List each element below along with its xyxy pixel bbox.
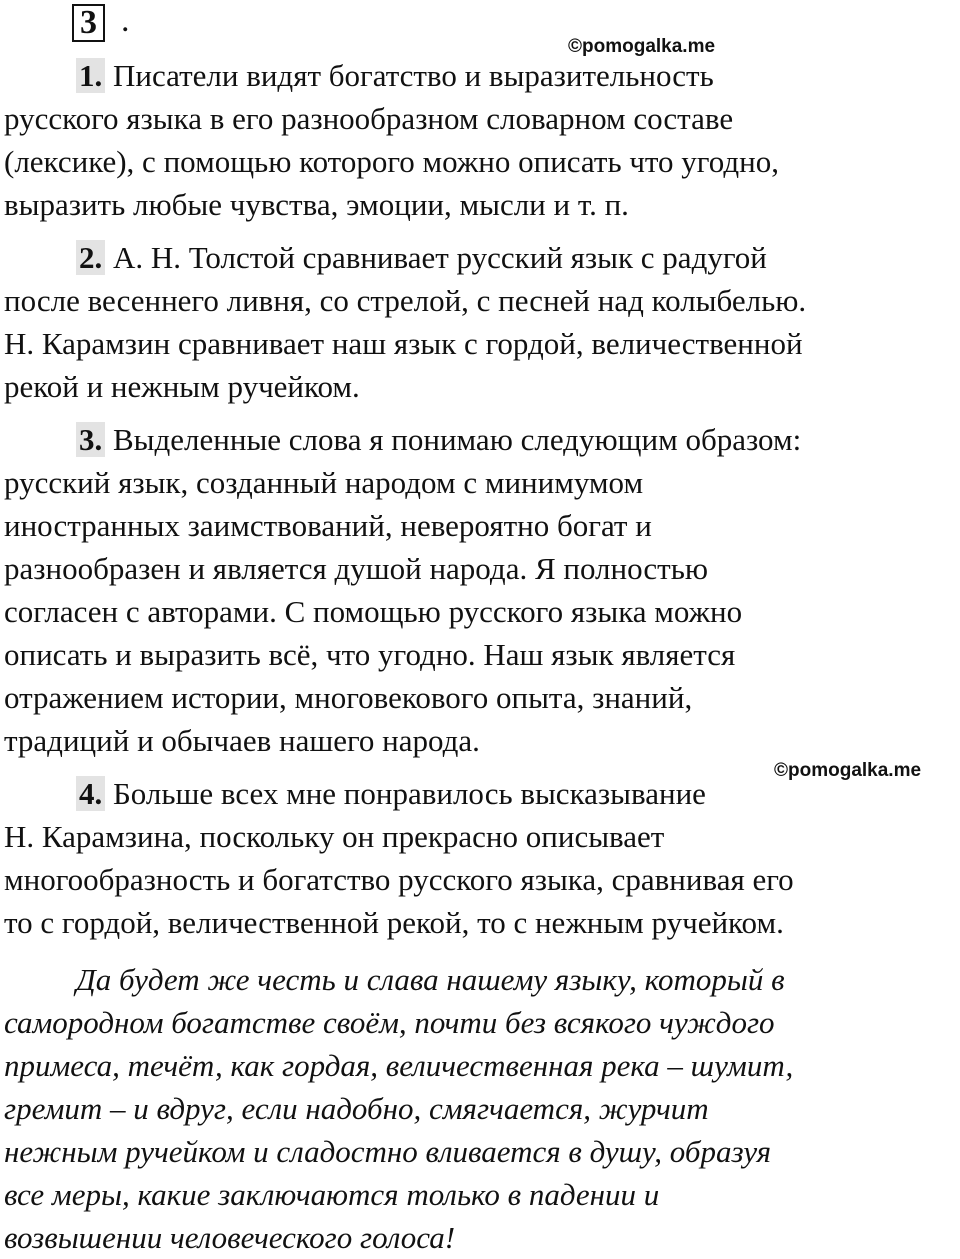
quote-line: примеса, течёт, как гордая, величественная река – шумит, xyxy=(4,1048,794,1083)
paragraph-line: Н. Карамзина, поскольку он прекрасно описывает xyxy=(4,819,665,854)
answer-paragraph-3 xyxy=(4,418,958,762)
paragraph-line: русского языка в его разнообразном словарном составе xyxy=(4,101,734,136)
quote-line: самородном богатстве своём, почти без всякого чуждого xyxy=(4,1005,775,1040)
karamzin-quote xyxy=(4,958,958,1259)
quote-line: возвышении человеческого голоса! xyxy=(4,1220,456,1255)
answer-paragraph-2 xyxy=(4,236,958,408)
paragraph-line: рекой и нежным ручейком. xyxy=(4,369,360,404)
paragraph-number: 1. xyxy=(76,58,105,93)
paragraph-number: 3. xyxy=(76,422,105,457)
paragraph-line: Выделенные слова я понимаю следующим образом: xyxy=(105,422,802,457)
paragraph-line: отражением истории, многовекового опыта, знаний, xyxy=(4,680,693,715)
answer-paragraph-1 xyxy=(4,54,958,226)
paragraph-line: Больше всех мне понравилось высказывание xyxy=(105,776,706,811)
task-number-dot: . xyxy=(121,2,130,39)
paragraph-line: А. Н. Толстой сравнивает русский язык с радугой xyxy=(105,240,767,275)
paragraph-number: 2. xyxy=(76,240,105,275)
paragraph-number: 4. xyxy=(76,776,105,811)
answer-content xyxy=(4,54,958,1259)
paragraph-line: традиций и обычаев нашего народа. xyxy=(4,723,480,758)
task-number-box: 3 xyxy=(72,4,105,42)
paragraph-line: иностранных заимствований, невероятно богат и xyxy=(4,508,652,543)
quote-line: Да будет же честь и слава нашему языку, который в xyxy=(76,962,785,997)
paragraph-line: выразить любые чувства, эмоции, мысли и т. п. xyxy=(4,187,629,222)
watermark-top: ©pomogalka.me xyxy=(568,36,716,57)
paragraph-line: Писатели видят богатство и выразительность xyxy=(105,58,714,93)
paragraph-line: после весеннего ливня, со стрелой, с песней над колыбелью. xyxy=(4,283,807,318)
paragraph-line: русский язык, созданный народом с минимумом xyxy=(4,465,644,500)
paragraph-line: многообразность и богатство русского языка, сравнивая его xyxy=(4,862,794,897)
paragraph-line: описать и выразить всё, что угодно. Наш язык является xyxy=(4,637,736,672)
watermark-middle: ©pomogalka.me xyxy=(774,760,922,781)
paragraph-line: (лексике), с помощью которого можно описать что угодно, xyxy=(4,144,779,179)
paragraph-line: согласен с авторами. С помощью русского языка можно xyxy=(4,594,743,629)
quote-line: все меры, какие заключаются только в падении и xyxy=(4,1177,660,1212)
paragraph-line: Н. Карамзин сравнивает наш язык с гордой, величественной xyxy=(4,326,803,361)
paragraph-line: то с гордой, величественной рекой, то с нежным ручейком. xyxy=(4,905,784,940)
paragraph-line: разнообразен и является душой народа. Я полностью xyxy=(4,551,708,586)
answer-paragraph-4 xyxy=(4,772,958,944)
quote-line: нежным ручейком и сладостно вливается в душу, образуя xyxy=(4,1134,772,1169)
quote-line: гремит – и вдруг, если надобно, смягчается, журчит xyxy=(4,1091,709,1126)
